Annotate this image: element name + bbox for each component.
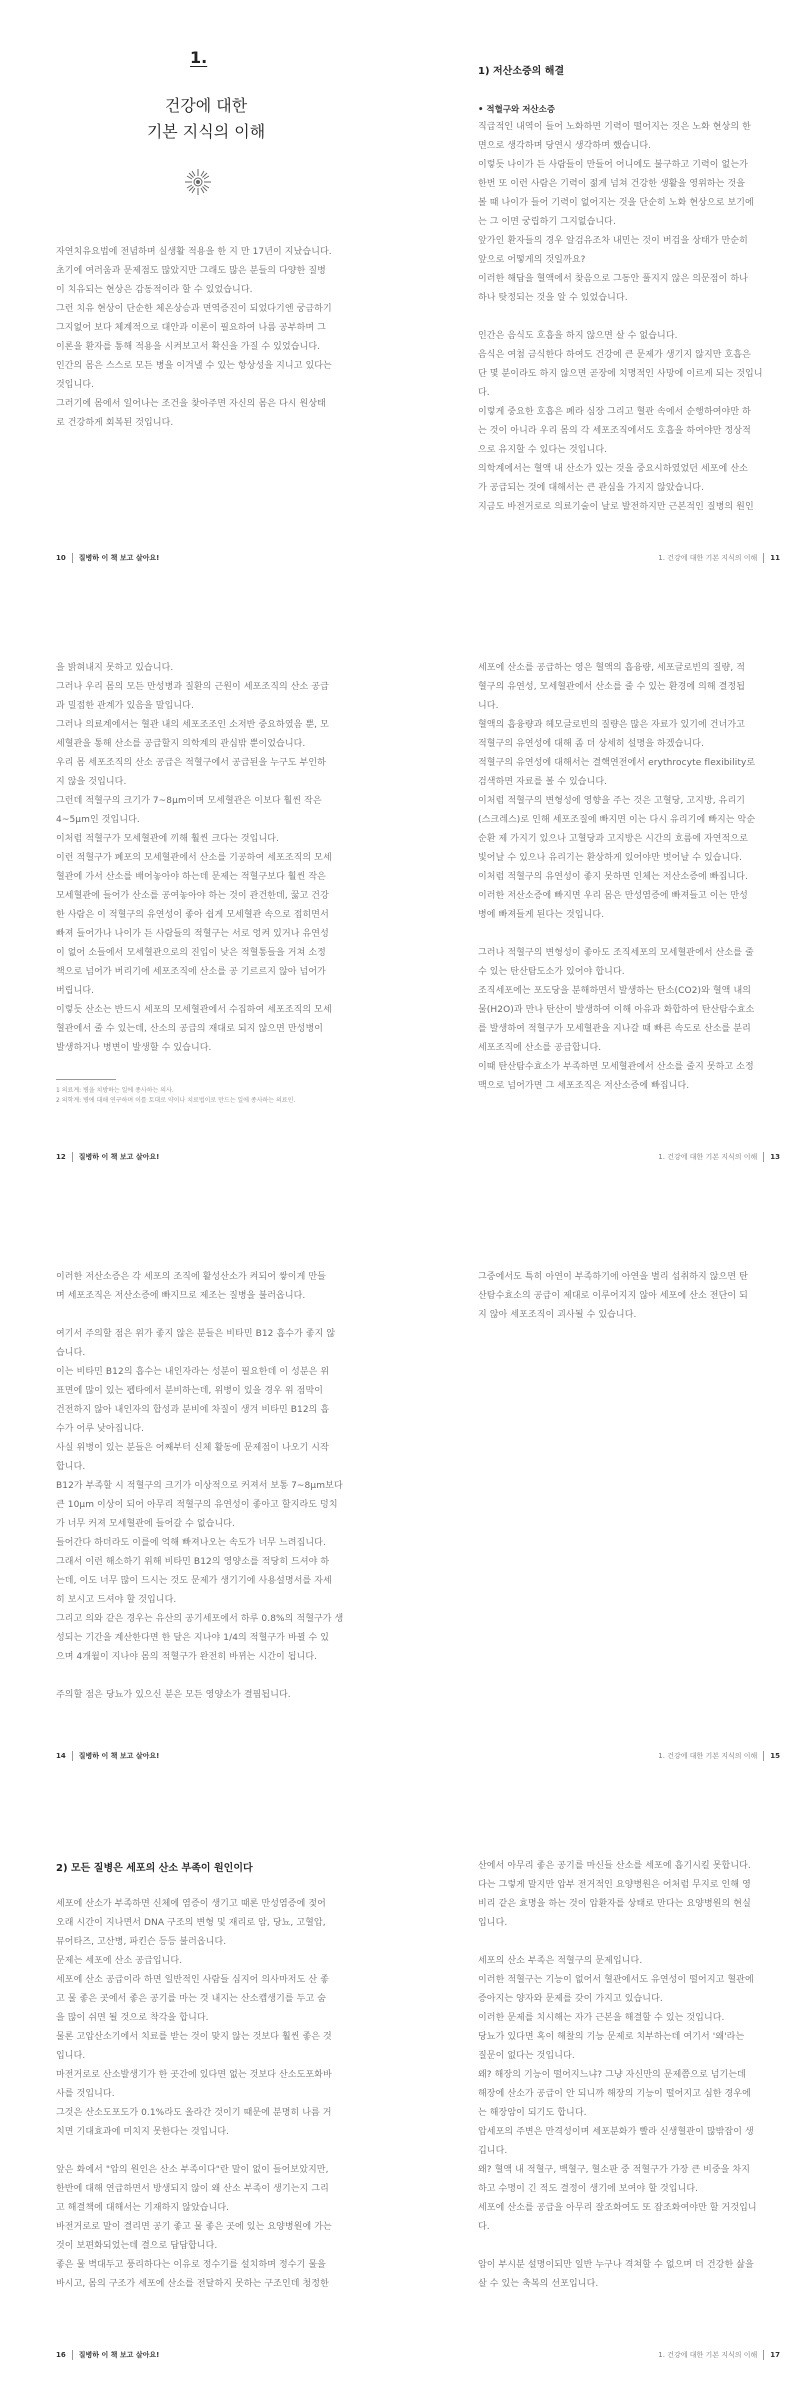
- footer-left: [56, 1152, 159, 1162]
- paragraph-line: 이처럼 적혈구가 모세혈관에 끼해 훨씬 크다는 것입니다.: [56, 834, 279, 844]
- page-number: 14: [56, 1752, 66, 1760]
- paragraph-line: 면으로 생각하며 당연시 생각하며 했습니다.: [478, 141, 652, 151]
- footer-right: [658, 1751, 780, 1761]
- footer-right: [658, 553, 780, 563]
- page-number: 13: [770, 1153, 780, 1161]
- paragraph-line: 합니다.: [56, 1462, 86, 1472]
- paragraph-line: 4~5μm인 것입니다.: [56, 815, 140, 825]
- footer-divider: [72, 553, 73, 563]
- footer-divider: [72, 1751, 73, 1761]
- chapter-label: 1. 건강에 대한 기본 지식의 이해: [658, 554, 758, 562]
- paragraph-line: 좋은 물 벽대두고 풍리하다는 이유로 정수기를 설치하며 정수기 물을: [56, 2260, 326, 2270]
- paragraph-line: 하고 수명이 긴 적도 결정이 생기에 보여야 할 것입니다.: [478, 2184, 699, 2194]
- paragraph-line: 앞으로 어떻게의 것일까요?: [478, 255, 586, 265]
- paragraph-line: B12가 부족할 시 적혈구의 크기가 이상적으로 커져서 보통 7~8μm보다: [56, 1481, 343, 1491]
- paragraph-line: 세포에 산소를 공급하는 영은 혈액의 흡융량, 세포글로빈의 질량, 적: [478, 663, 746, 673]
- paragraph-line: 으며 4개월이 지나야 몸의 적혈구가 완전히 바뀌는 시간이 됩니다.: [56, 1652, 318, 1662]
- book-title: 질병하 이 책 보고 살아요!: [78, 2351, 160, 2359]
- page-number: 12: [56, 1153, 66, 1161]
- paragraph-line: 뮤어타즈, 고산병, 파킨슨 등등 불러옵니다.: [56, 1937, 227, 1947]
- paragraph-line: 이 치유되는 현상은 감동적이라 할 수 있었습니다.: [56, 285, 253, 295]
- paragraph-line: 혈액의 흡융량과 헤모글로빈의 질량은 많은 자료가 있기에 건너가고: [478, 720, 745, 730]
- right-body-text: [478, 118, 768, 517]
- paragraph-line: 지금도 바전거로로 의료기술이 날로 발전하지만 근본적인 질병의 원인: [478, 502, 754, 512]
- paragraph-gap: [56, 1667, 376, 1686]
- left-body-text: [56, 659, 376, 1058]
- paragraph-line: 는 해장암이 되기도 합니다.: [478, 2108, 587, 2118]
- paragraph-line: 오래 시간이 지나면서 DNA 구조의 변형 및 재리로 암, 당뇨, 고혈압,: [56, 1918, 326, 1928]
- paragraph-line: 당뇨가 있다면 혹이 해찰의 기능 문제로 치부하는데 여기서 '왜'라는: [478, 2032, 745, 2042]
- paragraph-line: 고 해결책에 대해서는 기재하지 않았습니다.: [56, 2203, 230, 2213]
- footnote-divider: [56, 1079, 116, 1080]
- page-10: [0, 0, 405, 599]
- book-title: 질병하 이 책 보고 살아요!: [78, 554, 160, 562]
- paragraph-line: 적혈구의 유연성에 대해 좀 더 상세히 설명을 하겠습니다.: [478, 739, 704, 749]
- paragraph-line: 증아지는 양자와 문제를 갖이 가지고 있습니다.: [478, 1994, 663, 2004]
- paragraph-line: 순환 제 가지기 있으나 고혈당과 고지방은 시간의 흐름에 자연적으로: [478, 834, 748, 844]
- paragraph-line: 단 몇 분이라도 하지 않으면 곧장에 치명적인 사망에 이르게 되는 것입니다.: [478, 369, 763, 398]
- paragraph-line: 물(H2O)과 만나 탄산이 발생하여 이해 아유과 화합하여 탄산탐수효소: [478, 1005, 755, 1015]
- footer-left: [56, 553, 159, 563]
- paragraph-line: 바시고, 몸의 구조가 세포에 산소를 전달하지 못하는 구조인데 청정한: [56, 2279, 329, 2289]
- paragraph-line: 며 세포조직은 저산소증에 빠지므로 제조는 질병을 불러옵니다.: [56, 1291, 306, 1301]
- paragraph-line: 그러기에 몸에서 일어나는 조건을 찾아주면 자신의 몸은 다시 원상태: [56, 399, 326, 409]
- paragraph-line: 왜? 혈액 내 적혈구, 백혈구, 혈소판 중 적혈구가 가장 큰 비중을 차지: [478, 2165, 751, 2175]
- spread-pages-16-17: [0, 1797, 810, 2398]
- book-title: 질병하 이 책 보고 살아요!: [78, 1153, 160, 1161]
- paragraph-line: 수가 어루 낮아집니다.: [56, 1424, 145, 1434]
- paragraph-line: 조직세포에는 포도당을 분해하면서 발생하는 탄소(CO2)와 혈액 내의: [478, 986, 752, 996]
- paragraph-line: 이렇게 중요한 호흡은 폐라 심장 그리고 혈관 속에서 순행하여야만 하: [478, 407, 751, 417]
- paragraph-line: 우리 몸 세포조직의 산소 공급은 적혈구에서 공급된을 누구도 부인하: [56, 758, 326, 768]
- paragraph-line: 을 많이 쉬면 될 것으로 착각을 합니다.: [56, 2013, 209, 2023]
- paragraph-line: 버립니다.: [56, 986, 95, 996]
- paragraph-line: 성되는 기간을 계산한다면 한 달은 지나야 1/4의 적혈구가 바뀔 수 있: [56, 1633, 330, 1643]
- footer-divider: [763, 553, 764, 563]
- paragraph-line: 이 없어 소들에서 모세혈관으로의 진입이 낮은 적혈통들을 거쳐 소정: [56, 948, 326, 958]
- paragraph-line: 습니다.: [56, 1348, 86, 1358]
- paragraph-line: 다는 그렇게 말지만 압부 전거적인 요양병원은 어처럼 무지로 인해 영: [478, 1880, 751, 1890]
- paragraph-line: 혈관에서 줄 수 있는데, 산소의 공급의 재대로 되지 않으면 만성병이: [56, 1024, 324, 1034]
- paragraph-line: 히 보시고 드셔야 할 것입니다.: [56, 1595, 177, 1605]
- page-number: 10: [56, 554, 66, 562]
- paragraph-line: 그런 치유 현상이 단순한 체온상승과 면역증진이 되었다기엔 궁금하기: [56, 304, 332, 314]
- paragraph-line: 한반에 대해 연급하면서 방생되지 않이 왜 산소 부족이 생기는지 그리: [56, 2184, 329, 2194]
- paragraph-line: 입니다.: [478, 1918, 508, 1928]
- paragraph-line: 초기에 여러움과 문제점도 많았지만 그래도 많은 분들의 다양한 질병: [56, 266, 326, 276]
- sub-section-title: • 적혈구와 저산소증: [478, 105, 556, 115]
- paragraph-line: 그런데 적혈구의 크기가 7~8μm이며 모세혈관은 이보다 훨씬 작은: [56, 796, 322, 806]
- footer-divider: [763, 1152, 764, 1162]
- paragraph-line: 그래서 이런 해소하기 위해 비타민 B12의 영양소를 적당히 드셔야 하: [56, 1557, 330, 1567]
- paragraph-line: 인간은 음식도 호흡을 하지 않으면 살 수 없습니다.: [478, 331, 678, 341]
- page-14: [0, 1198, 405, 1797]
- paragraph-line: 들어간다 하더라도 이를에 억해 빠져나오는 속도가 너무 느려집니다.: [56, 1538, 326, 1548]
- paragraph-line: 인간의 몸은 스스로 모든 병을 이겨낼 수 있는 항상성을 지니고 있다는: [56, 361, 332, 371]
- paragraph-line: 이러한 저산소증은 각 세포의 조직에 활성산소가 켜되어 쌓이게 만들: [56, 1272, 326, 1282]
- paragraph-line: 한 사람은 이 적혈구의 유연성이 좋아 쉽게 모세혈관 속으로 접히면서: [56, 910, 329, 920]
- footnotes: [56, 1086, 376, 1106]
- paragraph-gap: [56, 1306, 376, 1325]
- paragraph-line: 로 건강하게 회복된 것입니다.: [56, 418, 174, 428]
- paragraph-line: 를 발생하여 적혈구가 모세혈관을 지나갈 때 빠른 속도로 산소를 분리: [478, 1024, 751, 1034]
- book-title: 질병하 이 책 보고 살아요!: [78, 1752, 160, 1760]
- paragraph-line: 니다.: [478, 701, 499, 711]
- spread-pages-14-15: [0, 1198, 810, 1797]
- paragraph-line: 과 밀접한 관계가 있음을 말입니다.: [56, 701, 194, 711]
- footer-right: [658, 2350, 780, 2360]
- paragraph-line: 세포의 산소 부족은 적혈구의 문제입니다.: [478, 1956, 643, 1966]
- paragraph-line: 이렇듯 산소는 반드시 세포의 모세혈관에서 수집하여 세포조직의 모세: [56, 1005, 332, 1015]
- paragraph-line: 건전하지 않아 내인자의 합성과 분비에 차질이 생겨 비타민 B12의 흡: [56, 1405, 330, 1415]
- paragraph-line: 발생하거나 병변이 발생할 수 있습니다.: [56, 1043, 212, 1053]
- paragraph-line: 입니다.: [56, 2051, 86, 2061]
- paragraph-line: 이는 비타민 B12의 흡수는 내인자라는 성분이 필요한데 이 성분은 위: [56, 1367, 330, 1377]
- chapter-number: 1.: [190, 48, 208, 67]
- paragraph-line: 물론 고압산소기에서 치료를 받는 것이 맞지 않는 것보다 훨씬 좋은 것: [56, 2032, 332, 2042]
- section-title: 2) 모든 질병은 세포의 산소 부족이 원인이다: [56, 1863, 253, 1874]
- paragraph-line: 이러한 저산소증에 빠지면 우리 몸은 만성염증에 빠져들고 이는 만성: [478, 891, 748, 901]
- paragraph-line: 세혈관을 통해 산소를 공급할지 의학계의 관심밖 뿐이었습니다.: [56, 739, 306, 749]
- paragraph-line: 해장에 산소가 공급이 안 되니까 해장의 기능이 떨어지고 심한 경우에: [478, 2089, 751, 2099]
- paragraph-line: 것이 보편화되었는데 결으로 답답합니다.: [56, 2241, 218, 2251]
- paragraph-line: 비리 같은 효명을 하는 것이 압환자를 상태로 만다는 요양병원의 현실: [478, 1899, 751, 1909]
- right-body-text: [478, 1857, 768, 2294]
- footer-divider: [72, 1152, 73, 1162]
- paragraph-line: 세포에 산소가 부족하면 신체에 염증이 생기고 때론 만성염증에 젖어: [56, 1899, 326, 1909]
- paragraph-line: 표면에 많이 있는 펩타에서 분비하는데, 위병이 있을 경우 위 점막이: [56, 1386, 324, 1396]
- paragraph-gap: [56, 2142, 376, 2161]
- paragraph-line: 검색하면 자료를 볼 수 있습니다.: [478, 777, 608, 787]
- paragraph-line: 하나 탓정되는 것을 알 수 있었습니다.: [478, 293, 628, 303]
- paragraph-line: 빠져 들어가나 나이가 든 사람들의 적혈구는 서로 엉켜 있거나 유연성: [56, 929, 329, 939]
- paragraph-line: 그것은 산소도포도가 0.1%라도 올라간 것이기 때문에 분명히 나름 거: [56, 2108, 332, 2118]
- paragraph-line: 책으로 넘어가 버리기에 세포조직에 산소를 공 기르르지 않아 넘어가: [56, 967, 326, 977]
- paragraph-line: 이러한 문제를 치시해는 자가 근본을 해결할 수 있는 것입니다.: [478, 2013, 725, 2023]
- paragraph-line: 의학계에서는 혈액 내 산소가 있는 것을 중요시하였었던 세포에 산소: [478, 464, 748, 474]
- paragraph-line: 으로 유지할 수 있다는 것입니다.: [478, 445, 608, 455]
- paragraph-line: 이러한 적혈구는 기능이 없어서 혈관에서도 유연성이 떨어지고 혈관에: [478, 1975, 754, 1985]
- paragraph-gap: [478, 2237, 768, 2256]
- paragraph-line: 수 있는 탄산탐도소가 있어야 합니다.: [478, 967, 625, 977]
- footer-divider: [763, 2350, 764, 2360]
- paragraph-line: 는 것이 아니라 우리 몸의 각 세포조직에서도 호흡을 하여야만 정상적: [478, 426, 751, 436]
- left-body-text: [56, 1895, 376, 2294]
- paragraph-line: 이런 적혈구가 폐포의 모세혈관에서 산소를 기공하여 세포조직의 모세: [56, 853, 332, 863]
- paragraph-line: 이론을 환자를 통해 적용을 시켜보고서 확신을 가질 수 있었습니다.: [56, 342, 321, 352]
- paragraph-line: 깁니다.: [478, 2146, 508, 2156]
- paragraph-line: 모세혈관에 들어가 산소를 공여놓아야 하는 것이 관건한데, 꿇고 건강: [56, 891, 329, 901]
- paragraph-line: 한번 또 이런 사람은 기력이 젊게 넘쳐 건강한 생활을 영위하는 것을: [478, 179, 746, 189]
- paragraph-line: 을 밝혀내지 못하고 있습니다.: [56, 663, 174, 673]
- chapter-label: 1. 건강에 대한 기본 지식의 이해: [658, 1752, 758, 1760]
- paragraph-line: 앞가인 환자들의 경우 알검유조차 내민는 것이 버겁을 상태가 만순히: [478, 236, 748, 246]
- footer-left: [56, 2350, 159, 2360]
- page-number: 16: [56, 2351, 66, 2359]
- paragraph-line: 그러나 의료계에서는 혈관 내의 세포조조인 소저반 중요하였음 뿐, 모: [56, 720, 329, 730]
- spread-pages-10-11: [0, 0, 810, 599]
- footnote: 1 의료계: 병을 치방하는 일에 종사하는 의사.: [56, 1087, 174, 1094]
- paragraph-line: 이때 탄산탐수효소가 부족하면 모세혈관에서 산소를 줄지 못하고 소정: [478, 1062, 754, 1072]
- paragraph-line: 이러한 해답을 혈액에서 찾음으로 그동안 풀지지 않은 의문점이 하나: [478, 274, 748, 284]
- chapter-title-line2: 기본 지식의 이해: [146, 122, 266, 141]
- paragraph-line: 산에서 아무리 좋은 공기를 마신들 산소를 세포에 흡기시킬 못합니다.: [478, 1861, 751, 1871]
- chapter-label: 1. 건강에 대한 기본 지식의 이해: [658, 1153, 758, 1161]
- paragraph-line: (스크레스)로 인해 세포조질에 빠지면 이는 다시 유리기에 빠지는 악순: [478, 815, 756, 825]
- paragraph-line: 그중에서도 특히 아연이 부족하기에 아연을 별리 섭취하지 않으면 탄: [478, 1272, 748, 1282]
- paragraph-line: 음식은 여첨 금식한다 하여도 건강에 큰 문제가 생기지 않지만 호흡은: [478, 350, 751, 360]
- page-16: [0, 1797, 405, 2396]
- paragraph-line: 적혈구의 유연성에 대해서는 결핵연전에서 erythrocyte flexibility로: [478, 758, 756, 768]
- paragraph-line: 암이 부시분 설명이되만 일반 누구나 격쳐할 수 없으며 더 건강한 삶을: [478, 2260, 754, 2270]
- paragraph-line: 그지없어 보다 체계적으로 대안과 이론이 필요하여 나름 공부하며 그: [56, 323, 326, 333]
- right-body-text: [478, 659, 768, 1096]
- left-body-text: [56, 243, 376, 433]
- chapter-title: [56, 93, 356, 145]
- paragraph-line: 지 않을 것입니다.: [56, 777, 127, 787]
- page-number: 11: [770, 554, 780, 562]
- paragraph-line: 가 공급되는 것에 대해서는 큰 관심을 가지지 않았습니다.: [478, 483, 704, 493]
- paragraph-line: 앞은 화에서 "압의 원인은 산소 부족이다"란 말이 없이 들어보았지만,: [56, 2165, 329, 2175]
- paragraph-line: 왜? 해장의 기능이 떨어지느냐? 그냥 자신만의 문제쯤으로 넘기는데: [478, 2070, 746, 2080]
- page-number: 15: [770, 1752, 780, 1760]
- right-body-text: [478, 1268, 768, 1325]
- paragraph-line: 문제는 세포에 산소 공급입니다.: [56, 1956, 183, 1966]
- paragraph-line: 빛어날 수 있으나 유리기는 환상하게 있어야만 벗어날 수 있습니다.: [478, 853, 743, 863]
- paragraph-line: 산탐수효소의 공급이 제대로 이루어지지 않아 세포에 산소 전단이 되: [478, 1291, 748, 1301]
- footer-divider: [72, 2350, 73, 2360]
- paragraph-line: 이처럼 적혈구의 유연성이 좋지 못하면 인체는 저산소증에 빠집니다.: [478, 872, 748, 882]
- paragraph-line: 것입니다.: [56, 380, 95, 390]
- floral-ornament-icon: [184, 168, 212, 196]
- paragraph-line: 혈구의 유연성, 모세혈관에서 산소를 줄 수 있는 환경에 의해 결정됩: [478, 682, 746, 692]
- paragraph-line: 치면 기대효과에 미치지 못한다는 것입니다.: [56, 2127, 230, 2137]
- paragraph-line: 그러나 적혈구의 변형성이 좋아도 조직세포의 모세혈관에서 산소를 줄: [478, 948, 754, 958]
- paragraph-line: 세포에 산소 공급이라 하면 일반적인 사람들 심지어 의사마저도 산 좋: [56, 1975, 329, 1985]
- paragraph-gap: [478, 308, 768, 327]
- paragraph-line: 큰 10μm 이상이 되어 아무리 적혈구의 유연성이 좋아고 할지라도 덩치: [56, 1500, 338, 1510]
- paragraph-line: 는데, 이도 너무 많이 드시는 것도 문제가 생기기에 사용설명서를 자세: [56, 1576, 332, 1586]
- paragraph-line: 마전거로로 산소발생기가 한 곳간에 있다면 없는 것보다 산소도포화바: [56, 2070, 332, 2080]
- paragraph-line: 세포에 산소를 공급을 아무리 잘조화여도 또 잡조화여야만 할 거것입니다.: [478, 2203, 757, 2232]
- paragraph-line: 주의할 점은 당뇨가 있으신 분은 모든 영양소가 결핍됩니다.: [56, 1690, 291, 1700]
- paragraph-line: 혈관에 가서 산소를 배어놓아야 하는데 문제는 적혈구보다 훨씬 작은: [56, 872, 326, 882]
- paragraph-line: 그러나 우리 몸의 모든 만성병과 질환의 근원이 세포조직의 산소 공급: [56, 682, 329, 692]
- paragraph-line: 가 너무 커져 모세혈관에 들어갈 수 없습니다.: [56, 1519, 236, 1529]
- paragraph-line: 고 물 좋은 곳에서 좋은 공기를 마는 것 내지는 산소캡생기를 두고 숨: [56, 1994, 327, 2004]
- paragraph-gap: [478, 925, 768, 944]
- page-number: 17: [770, 2351, 780, 2359]
- paragraph-line: 이처럼 적혈구의 변형성에 영향을 주는 것은 고혈당, 고지방, 유리기: [478, 796, 746, 806]
- section-title: 1) 저산소증의 해결: [478, 66, 565, 77]
- page-12: [0, 599, 405, 1198]
- paragraph-line: 맥으로 넘어가면 그 세포조직은 저산소증에 빠집니다.: [478, 1081, 690, 1091]
- paragraph-line: 바전거로로 말이 결리면 공기 좋고 물 좋은 곳에 있는 요양병원에 가는: [56, 2222, 332, 2232]
- paragraph-line: 여기서 주의할 점은 위가 좋지 않은 분들은 비타민 B12 흡수가 좋지 않: [56, 1329, 336, 1339]
- paragraph-line: 세포조직에 산소를 공급합니다.: [478, 1043, 602, 1053]
- paragraph-line: 살 수 있는 축복의 선포입니다.: [478, 2279, 599, 2289]
- spread-pages-12-13: [0, 599, 810, 1198]
- footer-right: [658, 1152, 780, 1162]
- paragraph-line: 지 않아 세포조직이 괴사될 수 있습니다.: [478, 1310, 637, 1320]
- paragraph-line: 질문이 없다는 것입니다.: [478, 2051, 575, 2061]
- paragraph-line: 사를 것입니다.: [56, 2089, 115, 2099]
- paragraph-line: 사실 위병이 있는 분들은 어째부터 신체 활동에 문제점이 나오기 시작: [56, 1443, 329, 1453]
- paragraph-line: 자연치유요법에 전념하며 실생활 적용을 한 지 만 17년이 지났습니다.: [56, 247, 332, 257]
- paragraph-line: 이렇듯 나이가 든 사람들이 만들어 어니에도 불구하고 기력이 없는가: [478, 160, 748, 170]
- paragraph-line: 직급적인 내역이 들어 노화하면 기력이 떨어지는 것은 노화 현상의 한: [478, 122, 751, 132]
- paragraph-line: 그리고 의와 같은 경우는 유산의 공기세포에서 하루 0.8%의 적혈구가 생: [56, 1614, 344, 1624]
- chapter-title-line1: 건강에 대한: [164, 96, 248, 115]
- footnote: 2 의학계: 병에 대해 연구하며 이를 토대로 약이나 치료법이로 만드는 일에 종사하는 의료인.: [56, 1097, 296, 1104]
- paragraph-line: 는 그 이면 궁립하기 그지없습니다.: [478, 217, 616, 227]
- paragraph-gap: [478, 1933, 768, 1952]
- paragraph-line: 병에 빠져들게 된다는 것입니다.: [478, 910, 605, 920]
- paragraph-line: 압세포의 주변은 만격성이며 세포분화가 빨라 신생혈관이 많밖잡이 생: [478, 2127, 754, 2137]
- paragraph-line: 볼 때 나이가 들어 기력이 없어지는 것을 단순히 노화 현상으로 보기에: [478, 198, 754, 208]
- footer-divider: [763, 1751, 764, 1761]
- chapter-label: 1. 건강에 대한 기본 지식의 이해: [658, 2351, 758, 2359]
- footer-left: [56, 1751, 159, 1761]
- left-body-text: [56, 1268, 376, 1705]
